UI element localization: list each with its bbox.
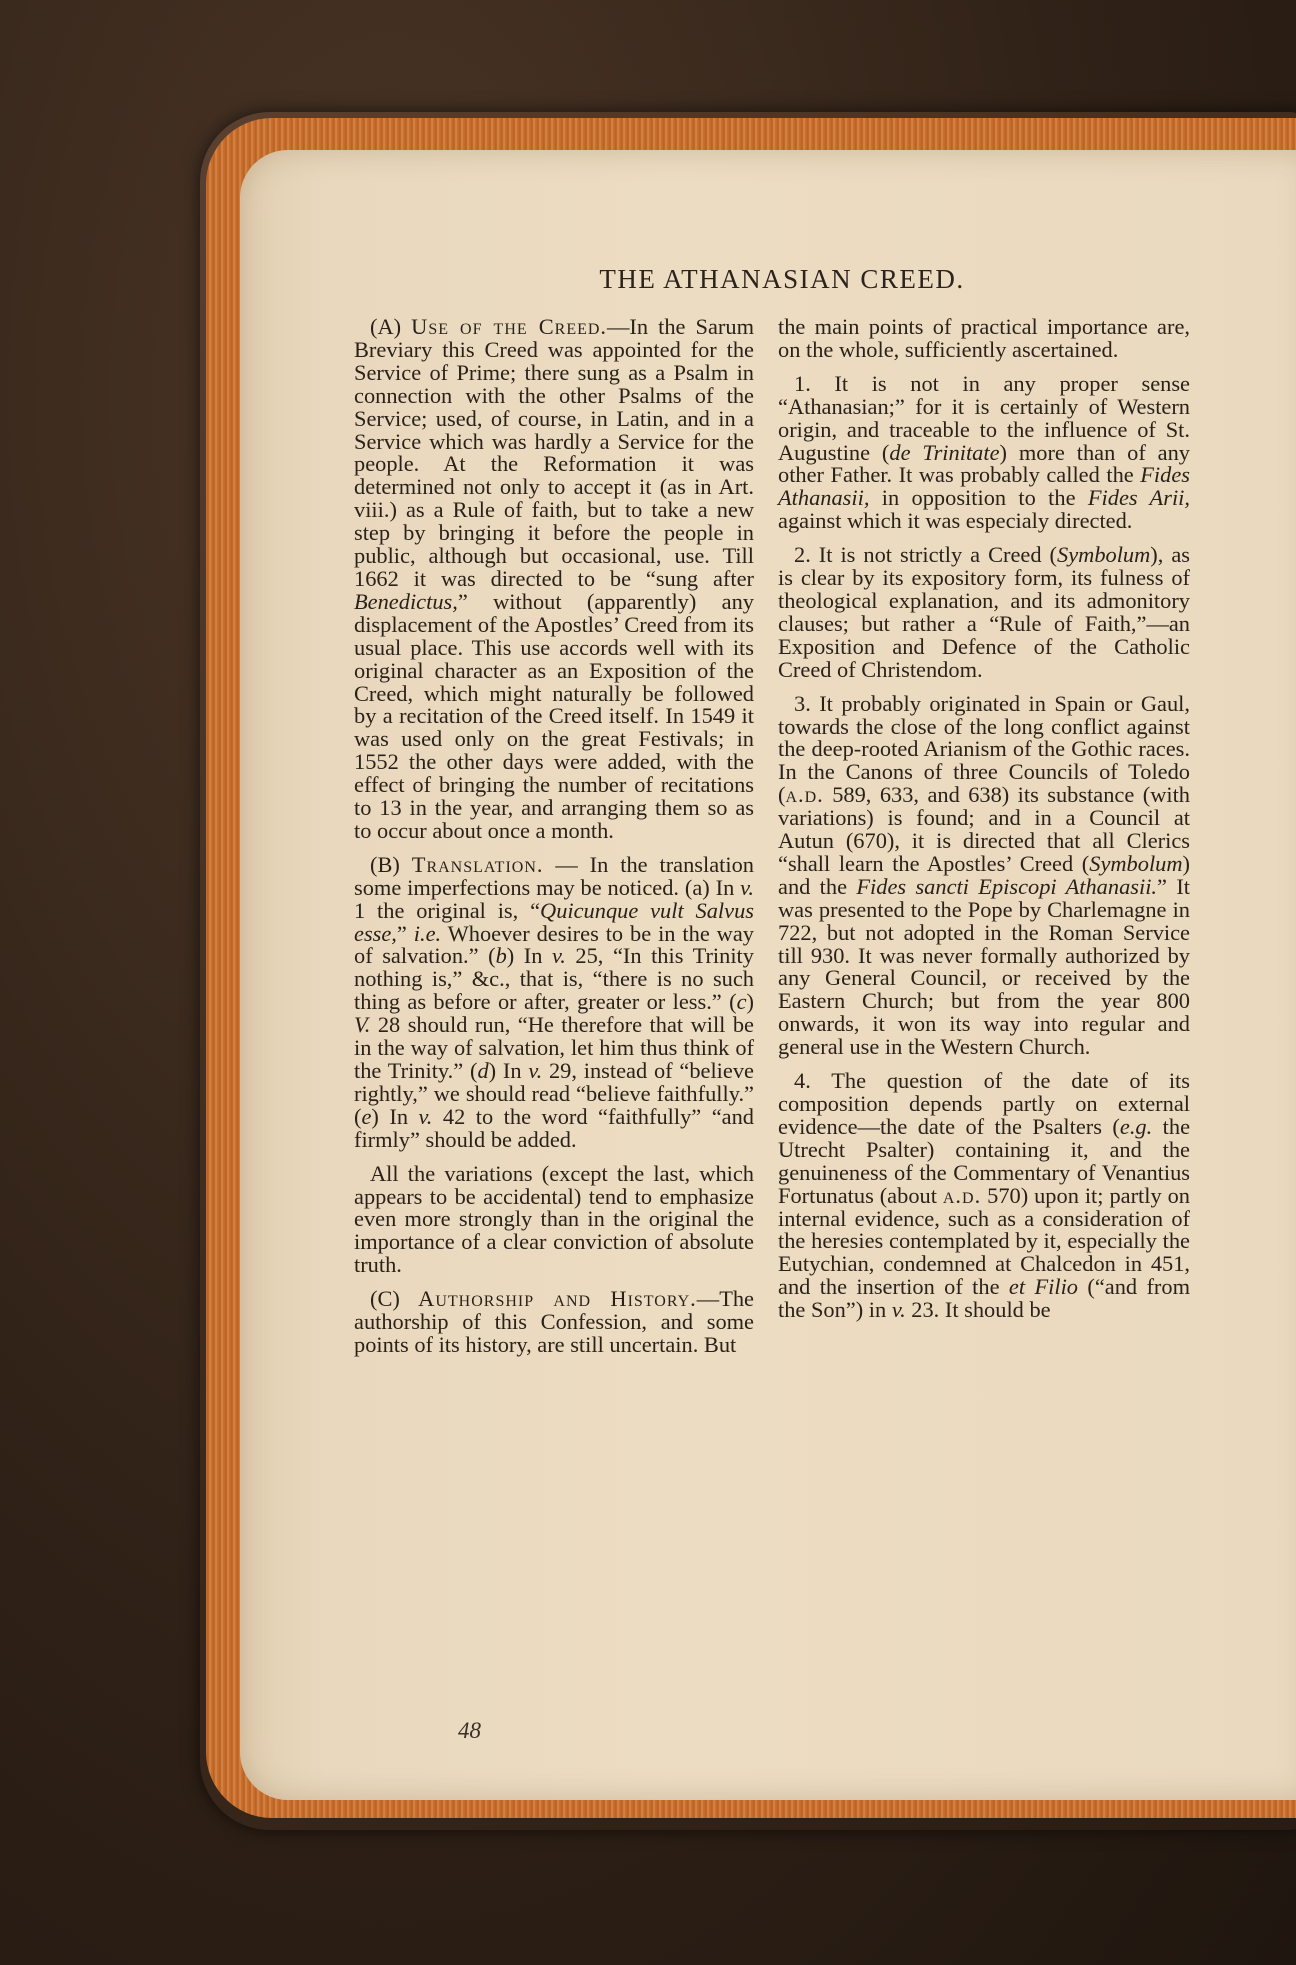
- page-title: THE ATHANASIAN CREED.: [599, 264, 965, 294]
- point-1: 1. It is not in any proper sense “Athanasian;” for it is certainly of Western origin, and traceable to the influence of St. Augustine (de Trinitate) more than of any other Father. It was probably called the Fides Athanasii, in opposition to the Fides Arii, against which it was especialy directed.: [778, 370, 1190, 534]
- point-3: 3. It probably originated in Spain or Gaul, towards the close of the long conflict against the deep-rooted Arianism of the Gothic races. In the Canons of three Councils of Toledo (a.d. 589, 633, and 638) its substance (with variations) is found; and in a Council at Autun (670), it is directed that all Clerics “shall learn the Apostles’ Creed (Symbolum) and the Fides sancti Episcopi Athanasii.” It was presented to the Pope by Charlemagne in 722, but not adopted in the Roman Service till 930. It was never formally authorized by any General Council, or received by the Eastern Church; but from the year 800 onwards, it won its way into regular and general use in the Western Church.: [778, 690, 1190, 1060]
- point-2: 2. It is not strictly a Creed (Symbolum), as is clear by its expository form, its fulness of theological explanation, and its admonitory clauses; but rather a “Rule of Faith,”—an Exposition and Defence of the Catholic Creed of Christendom.: [778, 542, 1190, 682]
- continuation-paragraph: the main points of practical importance are, on the whole, sufficiently ascertained.: [778, 314, 1190, 362]
- right-column: [778, 316, 1190, 1333]
- page-number: 48: [458, 1718, 481, 1743]
- section-c: (C) Authorship and History.—The authorship of this Confession, and some points of its history, are still uncertain. But: [354, 1286, 754, 1357]
- point-4: 4. The question of the date of its composition depends partly on external evidence—the date of the Psalters (e.g. the Utrecht Psalter) containing it, and the genuineness of the Commentary of Venantius Fortunatus (about a.d. 570) upon it; partly on internal evidence, such as a consideration of the heresies contemplated by it, especially the Eutychian, condemned at Chalcedon in 451, and the insertion of the et Filio (“and from the Son”) in v. 23. It should be: [778, 1068, 1191, 1323]
- section-a-heading: Use of the Creed.: [411, 314, 608, 339]
- section-b-heading: Translation.: [411, 851, 544, 877]
- section-b: (B) Translation. — In the translation some imperfections may be noticed. (a) In v. 1 the original is, “Quicunque vult Salvus esse,” i.e. Whoever desires to be in the way of salvation.” (b) In v. 25, “In this Trinity nothing is,” &c., that is, “there is no such thing as before or after, greater or less.” (c) V. 28 should run, “He therefore that will be in the way of salvation, let him thus think of the Trinity.” (d) In v. 29, instead of “believe rightly,” we should read “believe faithfully.” (e) In v. 42 to the word “faithfully” “and firmly” should be added.: [354, 851, 754, 1152]
- left-column: [354, 316, 754, 1368]
- section-a: (A) Use of the Creed.—In the Sarum Breviary this Creed was appointed for the Service of Prime; there sung as a Psalm in connection with the other Psalms of the Service; used, of course, in Latin, and in a Service which was hardly a Service for the people. At the Reformation it was determined not only to accept it (as in Art. viii.) as a Rule of faith, but to take a new step by bringing it before the people in public, although but occasional, use. Till 1662 it was directed to be “sung after Benedictus,” without (apparently) any displacement of the Apostles’ Creed from its usual place. This use accords well with its original character as an Exposition of the Creed, which might naturally be followed by a recitation of the Creed itself. In 1549 it was used only on the great Festivals; in 1552 the other days were added, with the effect of bringing the number of recitations to 13 in the year, and arranging them so as to occur about once a month.: [354, 314, 754, 843]
- section-c-heading: Authorship and History.: [418, 1286, 697, 1312]
- variations-paragraph: All the variations (except the last, which appears to be accidental) tend to emphasize even more strongly than in the original the importance of a clear conviction of absolute truth.: [354, 1160, 754, 1278]
